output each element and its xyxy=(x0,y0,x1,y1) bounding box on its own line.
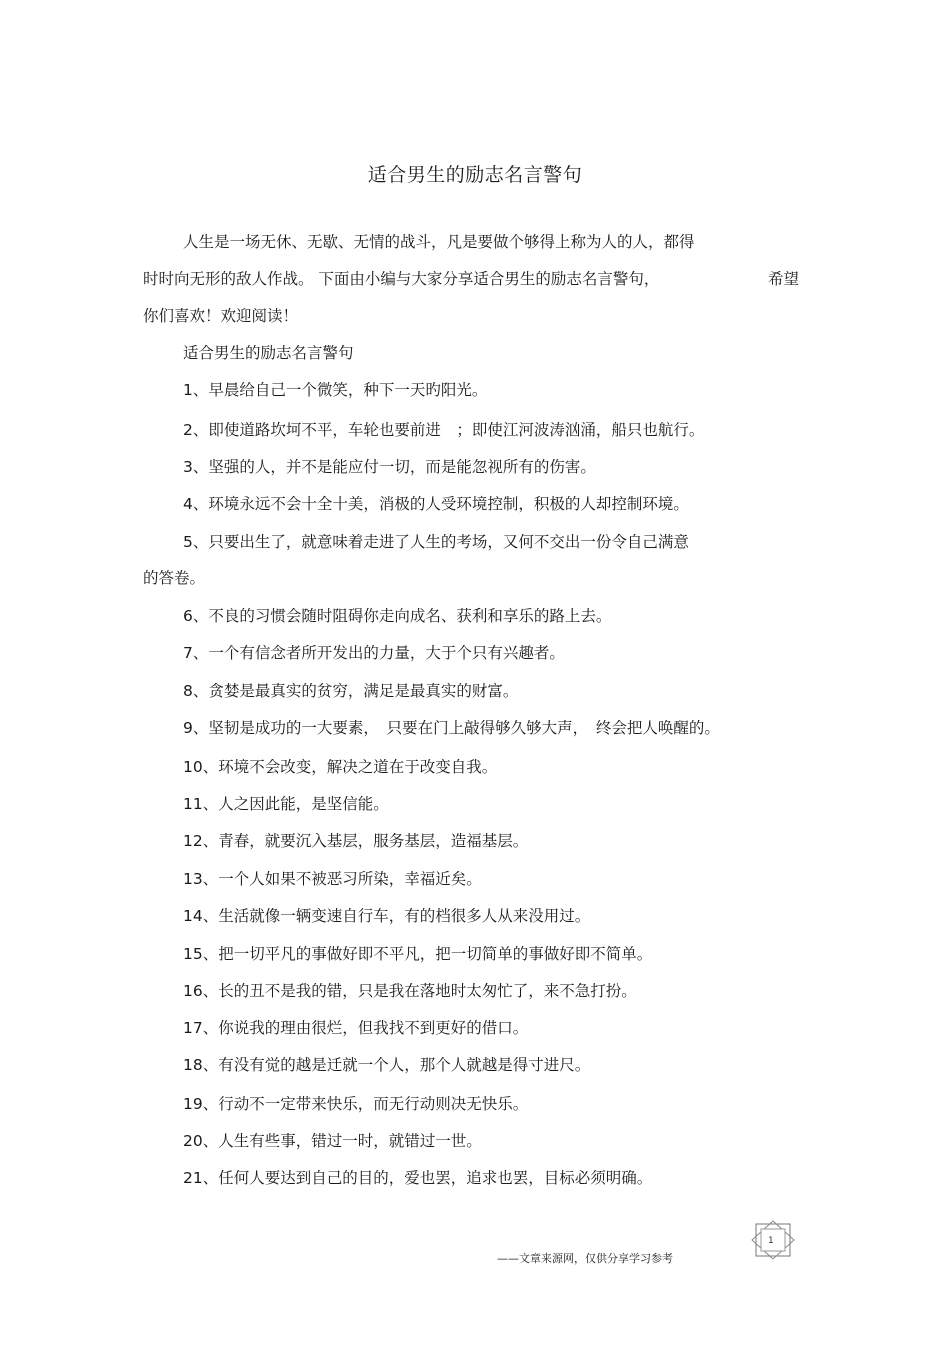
list-item: 10、环境不会改变，解决之道在于改变自我。 xyxy=(183,758,498,776)
list-item: 12、青春，就要沉入基层，服务基层，造福基层。 xyxy=(183,832,529,850)
list-item: 19、行动不一定带来快乐，而无行动则决无快乐。 xyxy=(183,1095,529,1113)
list-item: 6、不良的习惯会随时阻碍你走向成名、获利和享乐的路上去。 xyxy=(183,607,612,625)
list-item-continuation: 的答卷。 xyxy=(143,569,206,587)
document-title: 适合男生的励志名言警句 xyxy=(367,164,583,186)
intro-line-2-end: 希望 xyxy=(768,270,800,288)
list-item: 9、坚韧是成功的一大要素， 只要在门上敲得够久够大声， 终会把人唤醒的。 xyxy=(183,719,720,737)
intro-line-1: 人生是一场无休、无歇、无情的战斗，凡是要做个够得上称为人的人，都得 xyxy=(183,233,695,251)
list-item: 4、环境永远不会十全十美，消极的人受环境控制，积极的人却控制环境。 xyxy=(183,495,689,513)
list-item: 15、把一切平凡的事做好即不平凡，把一切简单的事做好即不简单。 xyxy=(183,945,653,963)
list-item: 14、生活就像一辆变速自行车，有的档很多人从来没用过。 xyxy=(183,907,591,925)
list-item: 21、任何人要达到自己的目的，爱也罢，追求也罢，目标必须明确。 xyxy=(183,1169,653,1187)
list-item: 20、人生有些事，错过一时，就错过一世。 xyxy=(183,1132,482,1150)
list-item: 8、贪婪是最真实的贫穷，满足是最真实的财富。 xyxy=(183,682,519,700)
list-item: 2、即使道路坎坷不平，车轮也要前进 ；即使江河波涛汹涌，船只也航行。 xyxy=(183,421,705,439)
intro-line-2: 时时向无形的敌人作战。 下面由小编与大家分享适合男生的励志名言警句， xyxy=(143,270,660,288)
intro-line-3: 你们喜欢！欢迎阅读！ xyxy=(143,307,299,325)
list-item: 1、早晨给自己一个微笑，种下一天旳阳光。 xyxy=(183,381,488,399)
list-item: 7、一个有信念者所开发出的力量，大于个只有兴趣者。 xyxy=(183,644,565,662)
list-item: 5、只要出生了，就意味着走进了人生的考场，又何不交出一份令自己满意 xyxy=(183,533,689,551)
footer-source-note: ——文章来源网，仅供分享学习参考 xyxy=(497,1252,673,1265)
list-item: 3、坚强的人，并不是能应付一切，而是能忽视所有的伤害。 xyxy=(183,458,596,476)
page-number: 1 xyxy=(768,1236,774,1246)
list-item: 16、长的丑不是我的错，只是我在落地时太匆忙了，来不急打扮。 xyxy=(183,982,637,1000)
list-item: 17、你说我的理由很烂，但我找不到更好的借口。 xyxy=(183,1019,529,1037)
list-item: 13、一个人如果不被恶习所染，幸福近矣。 xyxy=(183,870,482,888)
section-subtitle: 适合男生的励志名言警句 xyxy=(183,344,354,362)
list-item: 18、有没有觉的越是迁就一个人，那个人就越是得寸进尺。 xyxy=(183,1056,591,1074)
list-item: 11、人之因此能，是坚信能。 xyxy=(183,795,389,813)
